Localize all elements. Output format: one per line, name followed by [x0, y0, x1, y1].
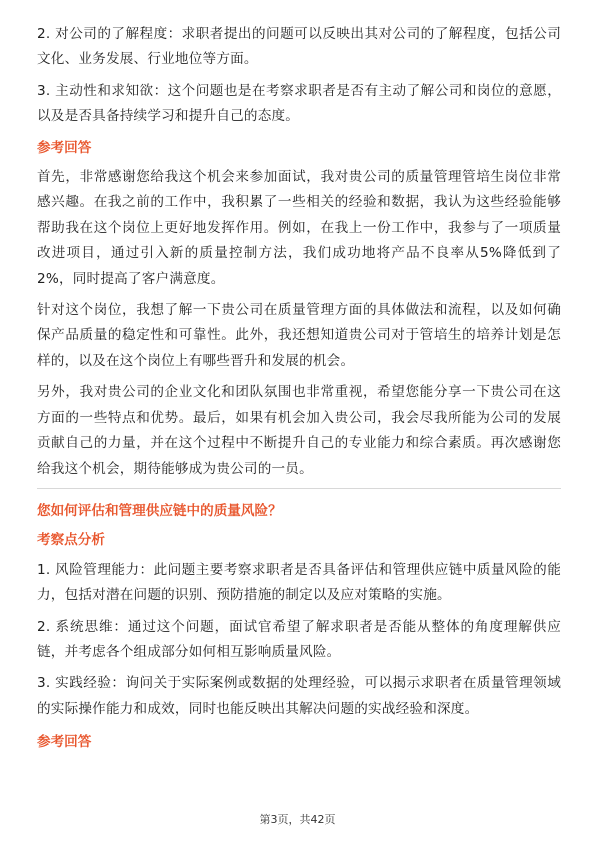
answer-paragraph: 首先，非常感谢您给我这个机会来参加面试，我对贵公司的质量管理管培生岗位非常感兴趣。在我之前的工作中，我积累了一些相关的经验和数据，我认为这些经验能够帮助我在这个岗位上更好地发挥作用。例如，在我上一份工作中，我参与了一项质量改进项目，通过引入新的质量控制方法，我们成功地将产品不良率从5%降低到了2%，同时提高了客户满意度。: [37, 169, 561, 287]
question-heading: 您如何评估和管理供应链中的质量风险？: [37, 502, 282, 519]
point-practical-experience: 3. 实践经验：询问关于实际案例或数据的处理经验，可以揭示求职者在质量管理领域的实际操作能力和成效，同时也能反映出其解决问题的实战经验和深度。: [37, 675, 561, 717]
answer-paragraph: 另外，我对贵公司的企业文化和团队氛围也非常重视，希望您能分享一下贵公司在这方面的一些特点和优势。最后，如果有机会加入贵公司，我会尽我所能为公司的发展贡献自己的力量，并在这个过程中不断提升自己的专业能力和综合素质。再次感谢您给我这个机会，期待能够成为贵公司的一员。: [37, 384, 561, 477]
point-initiative: 3. 主动性和求知欲：这个问题也是在考察求职者是否有主动了解公司和岗位的意愿，以及是否具备持续学习和提升自己的态度。: [37, 82, 561, 125]
answer-paragraph: 针对这个岗位，我想了解一下贵公司在质量管理方面的具体做法和流程，以及如何确保产品质量的稳定性和可靠性。此外，我还想知道贵公司对于管培生的培养计划是怎样的，以及在这个岗位上有哪些晋升和发展的机会。: [37, 302, 561, 369]
analysis-label: 考察点分析: [37, 532, 105, 549]
point-systems-thinking: 2. 系统思维：通过这个问题，面试官希望了解求职者是否能从整体的角度理解供应链，并考虑各个组成部分如何相互影响质量风险。: [37, 618, 561, 660]
page-number: 第3页，共42页: [259, 813, 336, 826]
page-content: [37, 22, 561, 760]
section-divider: [37, 488, 561, 489]
reference-answer-label: 参考回答: [37, 734, 92, 751]
reference-answer-label: 参考回答: [37, 139, 92, 156]
point-risk-management: 1. 风险管理能力：此问题主要考察求职者是否具备评估和管理供应链中质量风险的能力，包括对潜在问题的识别、预防措施的制定以及应对策略的实施。: [37, 561, 561, 604]
point-company-knowledge: 2. 对公司的了解程度：求职者提出的问题可以反映出其对公司的了解程度，包括公司文化、业务发展、行业地位等方面。: [37, 26, 561, 68]
